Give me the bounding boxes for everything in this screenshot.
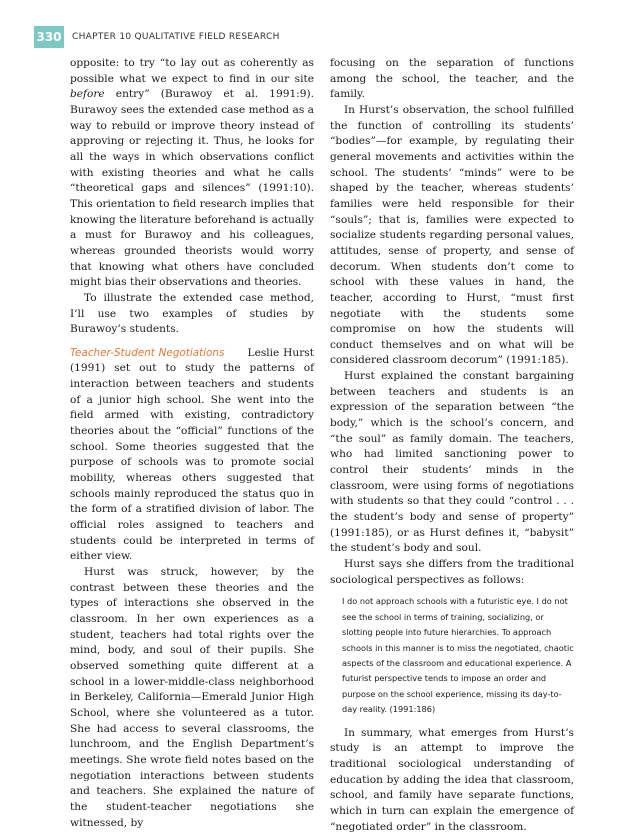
right-column: [330, 56, 574, 835]
left-column: [70, 56, 314, 831]
paragraph: Hurst explained the constant bargaining between teachers and students is an expression of the separation between “the body,” which is the school’s concern, and “the soul” as family domain. The teachers, who had limited sanctioning power to control their students’ minds in the classroom, were using forms of negotiations with students so that they could “control . . . the student’s body and sense of property” (1991:185), or as Hurst defines it, “babysit” the student’s body and soul.: [330, 370, 574, 555]
paragraph: focusing on the separation of functions among the school, the teacher, and the family.: [330, 57, 574, 101]
text-run: Leslie Hurst (1991) set out to study the patterns of interaction between teachers and students of a junior high school. She went into the field armed with existing, contradictory theories about the “official” functions of the school. Some theories suggested that the purpose of schools was to promote social mobility, whereas others suggested that schools mainly reproduced the status quo in the form of a stratified division of labor. The official roles assigned to teachers and students could be interpreted in terms of either view.: [70, 346, 314, 563]
page-number: 330: [34, 26, 64, 48]
paragraph: To illustrate the extended case method, I’ll use two examples of studies by Burawoy’s students.: [70, 291, 314, 336]
paragraph: [70, 346, 314, 565]
paragraph: [70, 56, 314, 291]
quote-text: I do not approach schools with a futuristic eye. I do not see the school in terms of training, socializing, or slotting people into future hierarchies. To approach schools in this manner is to miss the negotiated, chaotic aspects of the classroom and educational experience. A futurist perspective tends to impose an order and purpose on the school experience, missing its day-to-day reality. (1991:186): [342, 596, 574, 715]
paragraph: In Hurst’s observation, the school fulfilled the function of controlling its students’ “bodies”—for example, by regulating their general movements and activities within the school. The students’ “minds” were to be shaped by the teacher, whereas students’ families were held responsible for their “souls”; that is, families were expected to socialize students regarding personal values, attitudes, sense of property, and sense of decorum. When students don’t come to school with these values in hand, the teacher, according to Hurst, “must first negotiate with the students some compromise on how the students will conduct themselves and on what will be considered classroom decorum” (1991:185).: [330, 103, 574, 367]
emphasis-text: before: [70, 88, 105, 101]
text-run: entry” (Burawoy et al. 1991:9). Burawoy sees the extended case method as a way to rebuild or improve theory instead of approving or rejecting it. Thus, he looks for all the ways in which observations conflict with existing theories and what he calls “theoretical gaps and silences” (1991:10). This orientation to field research implies that knowing the literature beforehand is actually a must for Burawoy and his colleagues, whereas grounded theorists would worry that knowing what others have concluded might bias their observations and theories.: [70, 88, 314, 289]
block-quote: [342, 594, 574, 717]
paragraph: Hurst says she differs from the traditional sociological perspectives as follows:: [330, 558, 574, 586]
chapter-title: CHAPTER 10 QUALITATIVE FIELD RESEARCH: [72, 32, 280, 42]
text-run: opposite: to try “to lay out as coherently as possible what we expect to find in our site: [70, 57, 314, 85]
running-header: [0, 26, 636, 48]
paragraph: Hurst was struck, however, by the contrast between these theories and the types of interactions she observed in the classroom. In her own experiences as a student, teachers had total rights over the mind, body, and soul of their pupils. She observed something quite different at a school in a lower-middle-class neighborhood in Berkeley, California—Emerald Junior High School, where she volunteered as a tutor. She had access to several classrooms, the lunchroom, and the English Department’s meetings. She wrote field notes based on the negotiation interactions between students and teachers. She explained the nature of the student-teacher negotiations she witnessed, by: [70, 566, 314, 829]
section-heading: Teacher-Student Negotiations: [70, 346, 225, 359]
paragraph: In summary, what emerges from Hurst’s study is an attempt to improve the traditional sociological understanding of education by adding the idea that classroom, school, and family have separate functions, which in turn can explain the emergence of “negotiated order” in the classroom.: [330, 726, 574, 833]
